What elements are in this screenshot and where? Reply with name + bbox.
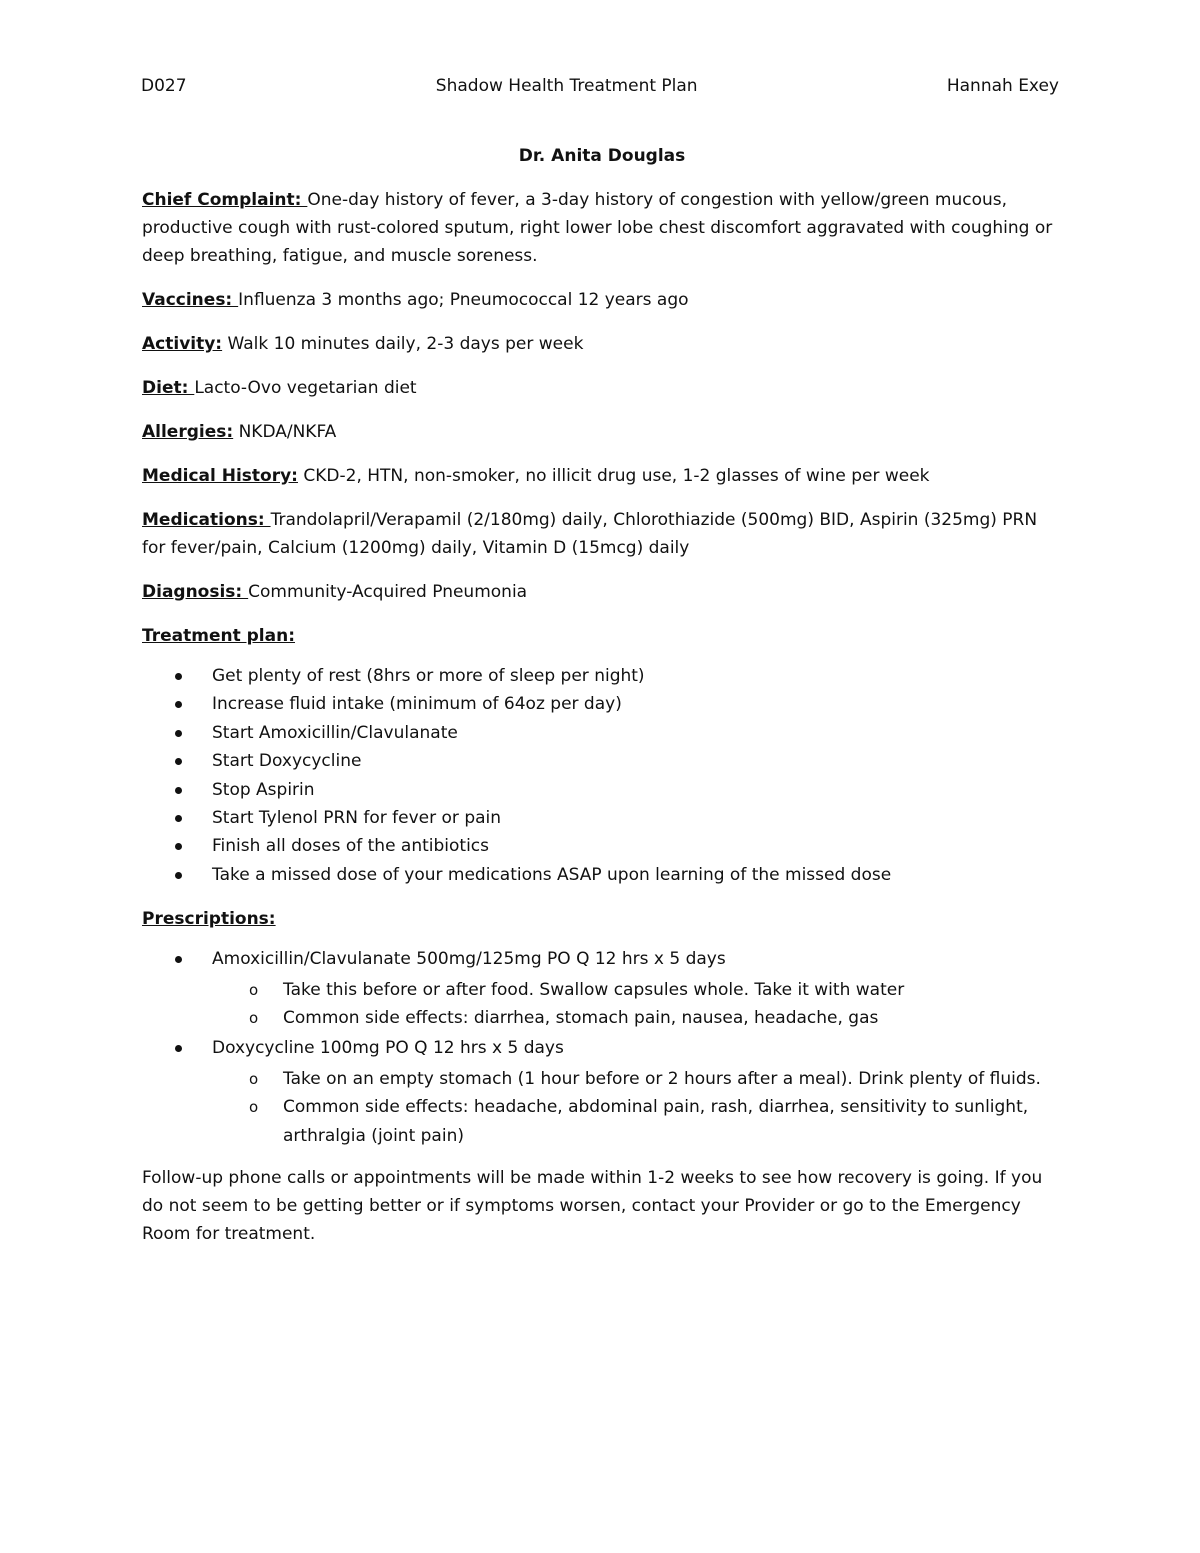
- sub-bullet-marker: o: [249, 1069, 259, 1088]
- allergies-label: Allergies:: [142, 422, 234, 442]
- sub-bullet-marker: o: [249, 980, 259, 999]
- medical-history-label: Medical History:: [142, 466, 298, 486]
- header-title: Shadow Health Treatment Plan: [435, 76, 698, 96]
- prescription-note: [212, 1004, 1062, 1032]
- treatment-plan-label: Treatment plan:: [142, 626, 295, 646]
- prescription-name: Doxycycline 100mg PO Q 12 hrs x 5 days: [212, 1038, 564, 1059]
- prescriptions-list: [142, 945, 1062, 1150]
- vaccines-section: [142, 286, 1062, 314]
- diagnosis-section: [142, 578, 1062, 606]
- list-item: Get plenty of rest (8hrs or more of sleep per night): [142, 662, 1062, 690]
- list-item: Start Amoxicillin/Clavulanate: [142, 719, 1062, 747]
- prescription-note-text: Common side effects: headache, abdominal pain, rash, diarrhea, sensitivity to sunlight, arthralgia (joint pain): [283, 1097, 1029, 1146]
- prescription-note: [212, 976, 1062, 1004]
- document-page: [142, 74, 1062, 1248]
- header-author: Hannah Exey: [946, 76, 1059, 96]
- chief-complaint-section: [142, 186, 1062, 270]
- allergies-section: [142, 418, 1062, 446]
- medications-label: Medications:: [142, 510, 271, 530]
- diet-label: Diet:: [142, 378, 195, 398]
- list-item: Finish all doses of the antibiotics: [142, 832, 1062, 860]
- medications-text: Trandolapril/Verapamil (2/180mg) daily, Chlorothiazide (500mg) BID, Aspirin (325mg) PRN for fever/pain, Calcium (1200mg) daily, Vitamin D (15mcg) daily: [142, 510, 1038, 558]
- diagnosis-label: Diagnosis:: [142, 582, 249, 602]
- follow-up-paragraph: Follow-up phone calls or appointments will be made within 1-2 weeks to see how recovery is going. If you do not seem to be getting better or if symptoms worsen, contact your Provider or go to the Emergency Room for treatment.: [142, 1168, 1043, 1245]
- allergies-text: NKDA/NKFA: [233, 422, 337, 442]
- activity-label: Activity:: [142, 334, 223, 354]
- diet-section: [142, 374, 1062, 402]
- diagnosis-text: Community-Acquired Pneumonia: [248, 582, 528, 602]
- prescription-item: [142, 945, 1062, 1032]
- prescription-note: [212, 1065, 1062, 1093]
- medical-history-section: [142, 462, 1062, 490]
- prescription-note-text: Take on an empty stomach (1 hour before or 2 hours after a meal). Drink plenty of fluids.: [283, 1068, 1041, 1089]
- list-item: Take a missed dose of your medications ASAP upon learning of the missed dose: [142, 861, 1062, 889]
- sub-bullet-marker: o: [249, 1009, 259, 1028]
- chief-complaint-label: Chief Complaint:: [142, 190, 308, 210]
- prescription-notes: [212, 976, 1062, 1033]
- list-item: Start Doxycycline: [142, 747, 1062, 775]
- list-item: Start Tylenol PRN for fever or pain: [142, 804, 1062, 832]
- vaccines-label: Vaccines:: [142, 290, 239, 310]
- prescription-notes: [212, 1065, 1062, 1150]
- prescription-note: [212, 1093, 1062, 1150]
- prescriptions-label: Prescriptions:: [142, 909, 276, 930]
- page-header: [141, 74, 1059, 98]
- medications-section: [142, 506, 1062, 562]
- prescriptions-heading: [142, 905, 1062, 933]
- list-item: Stop Aspirin: [142, 776, 1062, 804]
- prescription-note-text: Common side effects: diarrhea, stomach pain, nausea, headache, gas: [283, 1008, 879, 1029]
- activity-text: Walk 10 minutes daily, 2-3 days per week: [222, 334, 584, 354]
- chief-complaint-text: One-day history of fever, a 3-day history of congestion with yellow/green mucous, productive cough with rust-colored sputum, right lower lobe chest discomfort aggravated with coughing or deep breathing, fatigue, and muscle soreness.: [142, 190, 1053, 266]
- diet-text: Lacto-Ovo vegetarian diet: [194, 378, 417, 398]
- medical-history-text: CKD-2, HTN, non-smoker, no illicit drug use, 1-2 glasses of wine per week: [297, 466, 930, 486]
- vaccines-text: Influenza 3 months ago; Pneumococcal 12 years ago: [238, 290, 689, 310]
- list-item: Increase fluid intake (minimum of 64oz per day): [142, 690, 1062, 718]
- treatment-plan-list: [142, 662, 1062, 889]
- treatment-plan-heading: [142, 622, 1062, 650]
- prescription-name: Amoxicillin/Clavulanate 500mg/125mg PO Q 12 hrs x 5 days: [212, 949, 726, 970]
- sub-bullet-marker: o: [249, 1098, 259, 1117]
- prescription-note-text: Take this before or after food. Swallow capsules whole. Take it with water: [283, 979, 905, 1000]
- prescription-item: [142, 1034, 1062, 1150]
- activity-section: [142, 330, 1062, 358]
- header-course-code: D027: [141, 76, 187, 96]
- doctor-name: Dr. Anita Douglas: [518, 146, 686, 166]
